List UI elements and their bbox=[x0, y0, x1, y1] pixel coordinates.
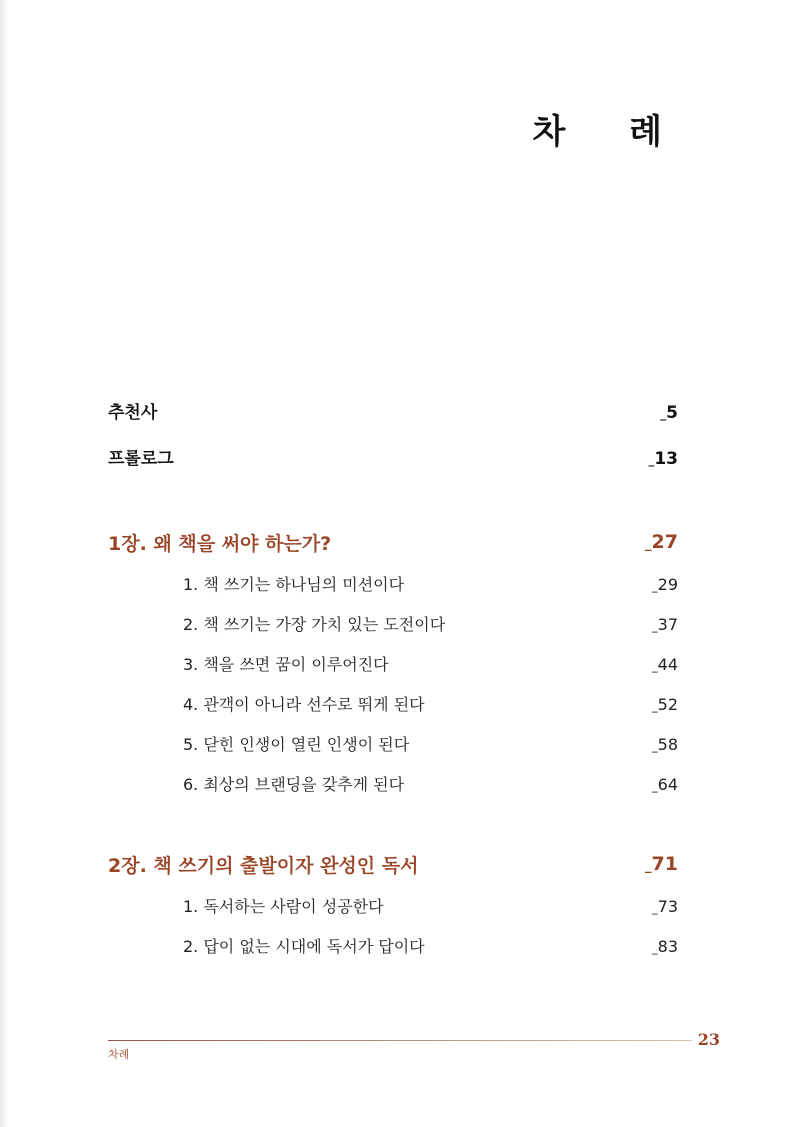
toc-entry-label: 3. 책을 쓰면 꿈이 이루어진다 bbox=[183, 655, 389, 674]
toc-entry-page: _5 bbox=[660, 403, 678, 423]
toc-chapter-page: _27 bbox=[644, 531, 678, 553]
toc-section-item bbox=[108, 934, 678, 974]
toc-chapter-label: 2장. 책 쓰기의 출발이자 완성인 독서 bbox=[108, 854, 419, 877]
toc-section-item bbox=[108, 692, 678, 732]
toc-chapter-heading bbox=[108, 834, 678, 894]
toc-entry-page: _13 bbox=[648, 449, 678, 469]
toc-entry-label: 2. 책 쓰기는 가장 가치 있는 도전이다 bbox=[183, 615, 446, 634]
toc-front-item bbox=[108, 444, 678, 490]
table-of-contents bbox=[108, 398, 678, 974]
toc-front-item bbox=[108, 398, 678, 444]
toc-entry-label: 2. 답이 없는 시대에 독서가 답이다 bbox=[183, 937, 425, 956]
running-head: 차례 bbox=[108, 1048, 130, 1061]
toc-section-item bbox=[108, 894, 678, 934]
toc-entry-label: 1. 책 쓰기는 하나님의 미션이다 bbox=[183, 575, 405, 594]
toc-entry-label: 프롤로그 bbox=[108, 449, 174, 469]
toc-entry-page: _37 bbox=[652, 615, 678, 634]
page-edge bbox=[0, 0, 8, 1127]
toc-chapter-label: 1장. 왜 책을 써야 하는가? bbox=[108, 532, 332, 555]
toc-chapter-page: _71 bbox=[644, 853, 678, 875]
toc-entry-page: _83 bbox=[652, 937, 678, 956]
toc-section-item bbox=[108, 732, 678, 772]
footer-rule bbox=[108, 1040, 692, 1041]
page-title: 차 례 bbox=[532, 112, 688, 152]
toc-entry-page: _44 bbox=[652, 655, 678, 674]
toc-entry-label: 5. 닫힌 인생이 열린 인생이 된다 bbox=[183, 735, 410, 754]
toc-section-item bbox=[108, 652, 678, 692]
page-number: 23 bbox=[697, 1030, 720, 1049]
toc-entry-label: 1. 독서하는 사람이 성공한다 bbox=[183, 897, 384, 916]
toc-entry-label: 추천사 bbox=[108, 403, 158, 423]
toc-chapter-heading bbox=[108, 512, 678, 572]
toc-entry-page: _64 bbox=[652, 775, 678, 794]
toc-entry-page: _29 bbox=[652, 575, 678, 594]
toc-section-item bbox=[108, 612, 678, 652]
toc-entry-page: _58 bbox=[652, 735, 678, 754]
toc-section-item bbox=[108, 772, 678, 812]
toc-section-item bbox=[108, 572, 678, 612]
toc-entry-label: 4. 관객이 아니라 선수로 뛰게 된다 bbox=[183, 695, 425, 714]
toc-entry-page: _73 bbox=[652, 897, 678, 916]
toc-entry-page: _52 bbox=[652, 695, 678, 714]
toc-entry-label: 6. 최상의 브랜딩을 갖추게 된다 bbox=[183, 775, 405, 794]
